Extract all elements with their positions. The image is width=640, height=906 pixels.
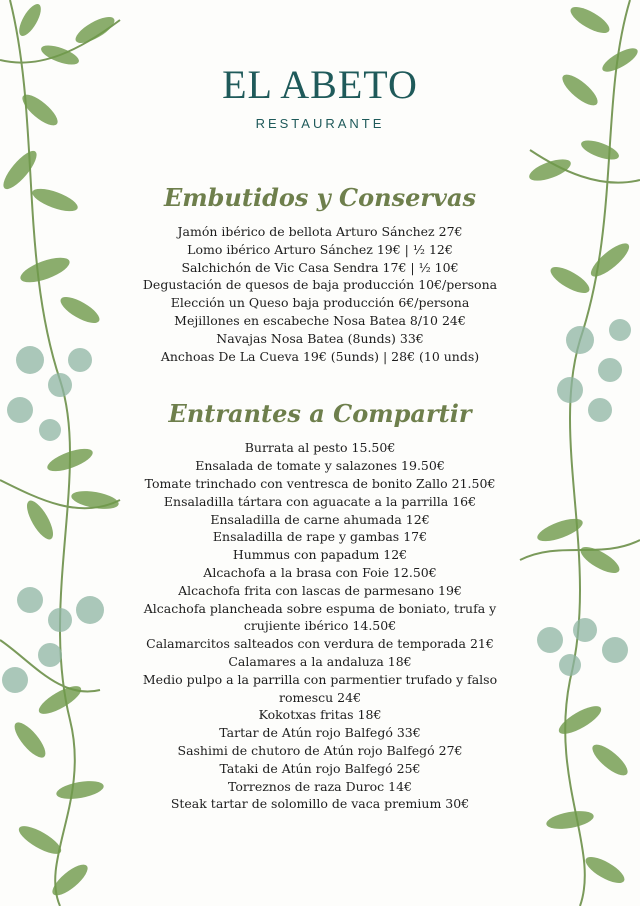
menu-item: Ensaladilla de carne ahumada 12€: [210, 511, 430, 527]
restaurant-subtitle: RESTAURANTE: [255, 116, 385, 131]
right-foliage-decoration: [490, 0, 640, 906]
menu-item: Mejillones en escabeche Nosa Batea 8/10 24€: [174, 312, 466, 328]
menu-item: Medio pulpo a la parrilla con parmentier trufado y falso romescu 24€: [142, 671, 498, 705]
leaf-branch-icon: [0, 0, 150, 906]
menu-item: Calamarcitos salteados con verdura de temporada 21€: [146, 636, 494, 652]
menu-item: Sashimi de chutoro de Atún rojo Balfegó 27€: [177, 742, 463, 758]
menu-item: Jamón ibérico de bellota Arturo Sánchez 27€: [177, 224, 463, 239]
menu-section-embutidos: [130, 183, 510, 365]
menu-item-list: [130, 223, 510, 365]
menu-item: Calamares a la andaluza 18€: [228, 653, 412, 669]
menu-item: Ensalada de tomate y salazones 19.50€: [195, 458, 445, 474]
menu-item: Salchichón de Vic Casa Sendra 17€ | ½ 10€: [181, 259, 459, 275]
restaurant-name: EL ABETO: [222, 62, 418, 107]
menu-section-entrantes: [130, 399, 510, 813]
menu-item: Hummus con papadum 12€: [232, 547, 408, 563]
menu-item: Torreznos de raza Duroc 14€: [227, 778, 412, 794]
menu-item: Alcachofa plancheada sobre espuma de boniato, trufa y crujiente ibérico 14.50€: [143, 600, 497, 634]
menu-item: Steak tartar de solomillo de vaca premium 30€: [170, 796, 470, 812]
menu-item: Anchoas De La Cueva 19€ (5unds) | 28€ (10 unds): [160, 348, 480, 364]
menu-item: Lomo ibérico Arturo Sánchez 19€ | ½ 12€: [187, 241, 453, 257]
menu-content: [130, 0, 510, 813]
menu-item: Ensaladilla tártara con aguacate a la parrilla 16€: [163, 493, 477, 509]
menu-item: Tomate trinchado con ventresca de bonito Zallo 21.50€: [144, 475, 496, 491]
menu-item: Tataki de Atún rojo Balfegó 25€: [219, 760, 421, 776]
menu-item: Burrata al pesto 15.50€: [244, 440, 396, 456]
menu-item: Tartar de Atún rojo Balfegó 33€: [219, 725, 421, 741]
left-foliage-decoration: [0, 0, 150, 906]
menu-item: Alcachofa a la brasa con Foie 12.50€: [203, 564, 437, 580]
section-title: Entrantes a Compartir: [168, 399, 472, 429]
leaf-branch-icon: [490, 0, 640, 906]
menu-item-list: [130, 439, 510, 813]
menu-item: Alcachofa frita con lascas de parmesano 19€: [178, 582, 462, 598]
menu-item: Ensaladilla de rape y gambas 17€: [212, 529, 428, 545]
menu-item: Navajas Nosa Batea (8unds) 33€: [216, 330, 424, 346]
menu-item: Kokotxas fritas 18€: [258, 707, 382, 723]
menu-item: Degustación de quesos de baja producción 10€/persona: [142, 277, 498, 293]
menu-item: Elección un Queso baja producción 6€/persona: [170, 295, 470, 311]
section-title: Embutidos y Conservas: [163, 183, 477, 212]
